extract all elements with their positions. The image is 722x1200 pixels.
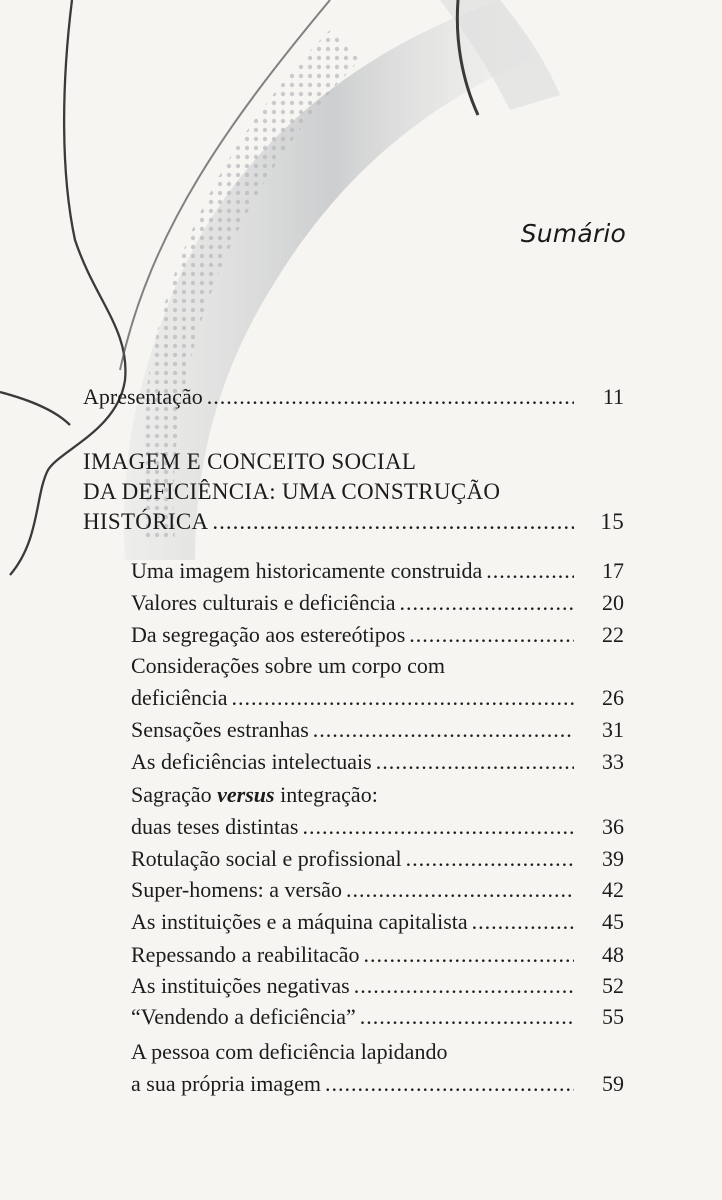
- toc-entry-section[interactable]: [131, 714, 624, 746]
- leader-dots: [486, 555, 574, 587]
- toc-entry-section[interactable]: [131, 619, 624, 651]
- toc-entry-section[interactable]: [131, 970, 624, 1002]
- leader-dots: [313, 714, 574, 746]
- toc-entry-section[interactable]: [131, 555, 624, 587]
- toc-entry-section[interactable]: [131, 906, 624, 938]
- toc-entry-chapter[interactable]: [83, 447, 624, 537]
- toc-page-number: 55: [602, 1004, 624, 1029]
- title-text: integração:: [274, 782, 378, 807]
- toc-entry-title: Da segregação aos estereótipos: [131, 622, 406, 647]
- toc-page-number: 36: [602, 814, 624, 839]
- toc-entry-title: As deficiências intelectuais: [131, 749, 372, 774]
- toc-entry-title-line-2: duas teses distintas: [131, 814, 299, 839]
- toc-page-number: 39: [602, 846, 624, 871]
- toc-heading: Sumário: [520, 219, 626, 248]
- toc-page-number: 26: [602, 685, 624, 710]
- toc-entry-section[interactable]: [131, 1001, 624, 1033]
- leader-dots: [360, 1001, 574, 1033]
- toc-entry-section[interactable]: [131, 779, 624, 843]
- toc-entry-title-line-1: [131, 779, 624, 811]
- toc-page-number: 11: [602, 384, 624, 409]
- toc-entry-section[interactable]: [131, 746, 624, 778]
- title-text: Sagração: [131, 782, 218, 807]
- toc-entry-title-line-2: a sua própria imagem: [131, 1071, 321, 1096]
- leader-dots: [363, 939, 574, 971]
- toc-entry-section[interactable]: [131, 939, 624, 971]
- chapter-title-line-1: IMAGEM E CONCEITO SOCIAL: [83, 449, 417, 474]
- leader-dots: [376, 746, 574, 778]
- leader-dots: [346, 874, 574, 906]
- toc-entry-title: Rotulação social e profissional: [131, 846, 402, 871]
- toc-entry-intro[interactable]: [83, 381, 624, 413]
- toc-entry-title: As instituições negativas: [131, 973, 350, 998]
- title-emphasis: versus: [217, 782, 275, 807]
- toc-entry-section[interactable]: [131, 1036, 624, 1100]
- leader-dots: [325, 1068, 574, 1100]
- toc-entry-title: Repessando a reabilitacão: [131, 942, 360, 967]
- toc-entry-section[interactable]: [131, 587, 624, 619]
- toc-entry-section[interactable]: [131, 874, 624, 906]
- leader-dots: [406, 843, 574, 875]
- toc-page-number: 52: [602, 973, 624, 998]
- toc-entry-title: Uma imagem historicamente construida: [131, 558, 483, 583]
- toc-page-number: 59: [602, 1071, 624, 1096]
- toc-page-number: 33: [602, 749, 624, 774]
- leader-dots: [302, 811, 574, 843]
- toc-entry-section[interactable]: [131, 650, 624, 714]
- toc-page-number: 22: [602, 622, 624, 647]
- leader-dots: [232, 682, 575, 714]
- leader-dots: [212, 507, 574, 537]
- toc-page-number: 45: [602, 909, 624, 934]
- toc-page-number: 20: [602, 590, 624, 615]
- toc-entry-title-line-1: A pessoa com deficiência lapidando: [131, 1039, 448, 1064]
- curve-line-short: [0, 392, 70, 425]
- toc-page-number: 15: [600, 509, 624, 534]
- toc-entry-section[interactable]: [131, 843, 624, 875]
- toc-page-number: 42: [602, 877, 624, 902]
- toc-entry-title-line-2: deficiência: [131, 685, 228, 710]
- toc-entry-title: Valores culturais e deficiência: [131, 590, 396, 615]
- toc-entry-title-line-1: Considerações sobre um corpo com: [131, 653, 446, 678]
- toc-entry-title: Apresentação: [83, 384, 203, 409]
- leader-dots: [354, 970, 574, 1002]
- chapter-title-line-3: HISTÓRICA: [83, 509, 209, 534]
- toc-page-number: 48: [602, 942, 624, 967]
- leader-dots: [207, 381, 574, 413]
- chapter-title-line-2: DA DEFICIÊNCIA: UMA CONSTRUÇÃO: [83, 479, 501, 504]
- toc-page-number: 31: [602, 717, 624, 742]
- leader-dots: [409, 619, 574, 651]
- toc-entry-title: Super-homens: a versão: [131, 877, 342, 902]
- toc-entry-title: Sensações estranhas: [131, 717, 309, 742]
- toc-page-number: 17: [602, 558, 624, 583]
- toc-entry-title: As instituições e a máquina capitalista: [131, 909, 468, 934]
- leader-dots: [472, 906, 574, 938]
- leader-dots: [399, 587, 574, 619]
- toc-entry-title: “Vendendo a deficiência”: [131, 1004, 356, 1029]
